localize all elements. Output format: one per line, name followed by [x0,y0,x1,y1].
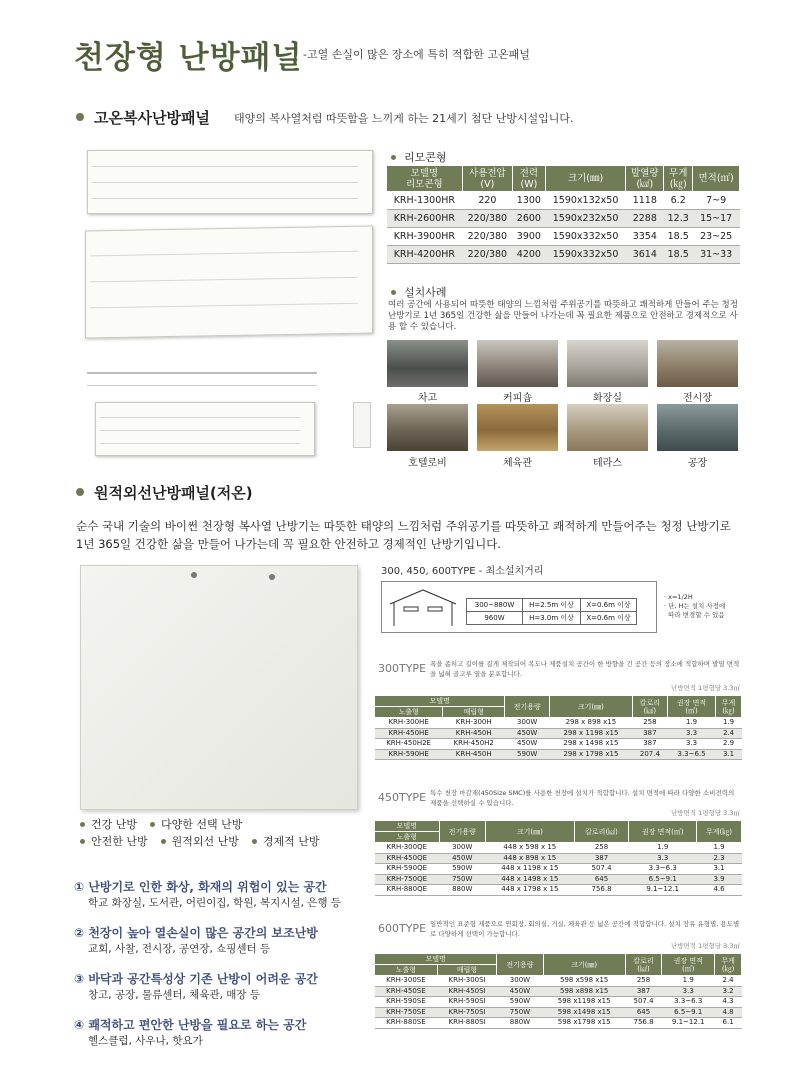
remote-spec-table [386,165,740,264]
photo-factory [657,404,738,451]
section1-description: 태양의 복사열처럼 따뜻함을 느끼게 하는 21세기 첨단 난방시설입니다. [234,112,574,125]
photo-exhibition [657,340,738,387]
house-icon [388,588,458,628]
cell: H=3.0m 이상 [523,612,581,625]
use-body: 교회, 사찰, 전시장, 공연장, 쇼핑센터 등 [88,943,271,955]
min-distance-box [381,581,657,633]
bullet-icon [252,839,257,844]
th-model: 모델명 [375,821,440,832]
type600-desc: 일반적인 표준형 제품으로 연회장, 회의실, 거실, 체육관 등 넓은 공간에 적합합니다. 설치 장유 유형별, 용도별로 다양하게 선택이 가능합니다. [430,920,740,938]
th-model: 모델명 [375,954,497,965]
panel-image-3 [95,402,315,456]
bullet-icon [391,290,396,295]
th-size: 크기(㎜) [485,821,574,843]
table-row: KRH-590HE KRH-450H 590W 298 x 1798 x15 207.4 3.3~6.5 3.1 [375,749,742,760]
photo-hotel-lobby [387,404,468,451]
cell: KRH-2600HR [387,210,463,228]
bullet-icon [76,488,84,496]
distance-notes: · x=1/2H · 단, H는 설치 사정에 따라 변경할 수 있음 [664,593,726,619]
caption: 호텔로비 [408,458,447,469]
panel-image-1 [87,150,373,214]
section2-description: 순수 국내 기술의 바이썬 천장형 복사열 난방기는 따뜻한 태양의 느낌처럼 주위공기를 따뜻하고 쾌적하게 만들어주는 청정 난방기로 1년 365일 건강한 삶을 만들어 나가는데 꼭 필요한 안전하고 경제적인 난방기입니다. [76,519,731,551]
caption: 테라스 [593,458,622,469]
panel-side-image [87,372,317,386]
features-row2: 안전한 난방 원적외선 난방 경제적 난방 [80,833,320,849]
photo-restroom [567,340,648,387]
type450-desc: 특수 천장 마감재(450Size SMC)를 사용한 천장에 설치가 적합합니다. 설치 면적에 따라 다양한 소비전력의 제품을 선택하실 수 있습니다. [430,789,735,807]
cell: 2288 [626,210,664,228]
caption: 차고 [417,393,438,404]
table-row: KRH-590SE KRH-590SI 590W 598 x1198 x15 507.4 3.3~6.3 4.3 [375,997,742,1008]
th-capacity: 전기용량 [439,821,485,843]
photo-terrace [567,404,648,451]
cell: 1590x132x50 [545,192,626,210]
use-title: ② 천장이 높아 열손실이 많은 공간의 보조난방 [74,926,318,940]
photo-coffeeshop [477,340,558,387]
table-row [467,599,637,612]
cell: H=2.5m 이상 [523,599,581,612]
cell: 220 [462,192,512,210]
table-row [387,192,740,210]
th-weight: 무게 (㎏) [664,166,693,192]
use-body: 학교 화장실, 도서관, 어린이집, 학원, 복지시설, 은행 등 [88,897,342,909]
cell: 18.5 [664,228,693,246]
cell: 1590x332x50 [545,228,626,246]
th-weight: 무게 (㎏) [716,696,742,718]
th-area: 권장 면적 (㎡) [668,696,716,718]
cell: 3614 [626,246,664,264]
cell: 1118 [626,192,664,210]
table-row [387,228,740,246]
bullet-icon [150,822,155,827]
table-row: KRH-300SE KRH-300SI 300W 598 x598 x15 258 1.9 2.4 [375,976,742,987]
cell: 220/380 [462,228,512,246]
cell: KRH-3900HR [387,228,463,246]
section1-heading: 고온복사난방패널 [76,107,210,128]
remote-control-image [353,402,371,448]
use-body: 헬스클럽, 사우나, 핫요가 [88,1035,203,1047]
bullet-icon [76,113,84,121]
cell: KRH-1300HR [387,192,463,210]
cell: 2600 [513,210,546,228]
cell: 300~880W [467,599,523,612]
use-title: ③ 바닥과 공간특성상 기존 난방이 어려운 공간 [74,972,318,986]
table-row: KRH-300QE 300W 448 x 598 x 15 258 1.9 1.9 [375,843,742,854]
th-embedded: 매립형 [437,965,496,976]
caption: 전시장 [683,393,712,404]
features-row1: 건강 난방 다양한 선택 난방 [80,816,242,832]
table-row [387,246,740,264]
table-row: KRH-590QE 590W 448 x 1198 x 15 507.4 3.3~6.3 3.1 [375,864,742,875]
type600-label: 600TYPE [378,922,427,935]
type600-unit-note: 난방면적 1평형당 3.3㎡ [670,942,740,950]
th-exposed: 노출형 [375,832,440,843]
page-subtitle: -고열 손실이 많은 장소에 특히 적합한 고온패널 [303,48,530,61]
type450-unit-note: 난방면적 1평형당 3.3㎡ [670,809,740,817]
use-title: ① 난방기로 인한 화상, 화재의 위험이 있는 공간 [74,880,327,894]
th-size: 크기(㎜) [545,166,626,192]
cell: 31~33 [693,246,740,264]
table-row: KRH-880SE KRH-880SI 880W 598 x1798 x15 756.8 9.1~12.1 6.1 [375,1018,742,1029]
photo-garage [387,340,468,387]
bullet-icon [161,839,166,844]
table-row [467,612,637,625]
th-model: 모델명 리모콘형 [387,166,463,192]
cell: 3900 [513,228,546,246]
cell: X=0.6m 이상 [581,599,637,612]
table-row: KRH-450HE KRH-450H 450W 298 x 1198 x15 387 3.3 2.4 [375,728,742,739]
cell: 23~25 [693,228,740,246]
th-calorie: 칼로리 (㎉) [625,954,662,976]
th-capacity: 전기용량 [497,954,543,976]
th-weight: 무게 (㎏) [715,954,742,976]
cell: 4200 [513,246,546,264]
low-temp-panel-image [80,565,358,810]
th-power: 전력 (W) [513,166,546,192]
table-row: KRH-880QE 880W 448 x 1798 x 15 756.8 9.1~12.1 4.6 [375,885,742,896]
caption: 커피숍 [503,393,532,404]
cell: X=0.6m 이상 [581,612,637,625]
cell: 1590x332x50 [545,246,626,264]
type300-unit-note: 난방면적 1평형당 3.3㎡ [670,684,740,692]
caption: 화장실 [593,393,622,404]
page-title: 천장형 난방패널 [74,40,303,76]
use-cases [74,878,374,1048]
th-area: 권장 면적 (㎡) [662,954,715,976]
cell: 15~17 [693,210,740,228]
use-body: 창고, 공장, 물류센터, 체육관, 매장 등 [88,989,261,1001]
min-distance-title: 300, 450, 600TYPE - 최소설치거리 [381,566,544,577]
table-row: KRH-750QE 750W 448 x 1498 x 15 645 6.5~9.1 3.9 [375,874,742,885]
table-row: KRH-300HE KRH-300H 300W 298 x 898 x15 258 1.9 1.9 [375,718,742,729]
cell: 6.2 [664,192,693,210]
table-row: KRH-450SE KRH-450SI 450W 598 x898 x15 387 3.3 3.2 [375,986,742,997]
cell: 1590x232x50 [545,210,626,228]
th-area: 권장 면적(㎡) [629,821,697,843]
th-model: 모델명 [375,696,505,707]
cell: 220/380 [462,210,512,228]
high-temp-panel-images [85,150,375,460]
cell: 960W [467,612,523,625]
section2-heading: 원적외선난방패널(저온) [76,482,253,503]
install-description: 여러 공간에 사용되어 따뜻한 태양의 느낌처럼 주위공기를 따뜻하고 쾌적하게 만들어 주는 청정 난방기로 1년 365일 건강한 삶을 만들어 나가는데 꼭 필요한 제품으로 안전하고 경제적으로 사용 할 수 있습니다. [388,300,738,332]
th-size: 크기(㎜) [550,696,633,718]
distance-table [466,598,637,625]
use-title: ④ 쾌적하고 편안한 난방을 필요로 하는 공간 [74,1018,307,1032]
type600-table [374,953,742,1029]
th-exposed: 노출형 [375,965,438,976]
caption: 체육관 [503,458,532,469]
cell: 18.5 [664,246,693,264]
panel-image-2 [85,225,373,338]
th-exposed: 노출형 [375,707,443,718]
type300-label: 300TYPE [378,662,427,675]
th-heat: 발열량 (㎉) [626,166,664,192]
th-calorie: 칼로리(㎉) [574,821,629,843]
cell: 7~9 [693,192,740,210]
install-label: 설치사례 [391,284,447,300]
table-row: KRH-450H2E KRH-450H2 450W 298 x 1498 x15 387 3.3 2.9 [375,739,742,750]
bullet-icon [80,822,85,827]
type450-label: 450TYPE [378,791,427,804]
type300-table [374,695,742,760]
table-row: KRH-450QE 450W 448 x 898 x 15 387 3.3 2.3 [375,853,742,864]
th-capacity: 전기용량 [505,696,550,718]
th-voltage: 사용전압 (V) [462,166,512,192]
th-calorie: 칼로리 (㎉) [632,696,667,718]
bullet-icon [80,839,85,844]
caption: 공장 [687,458,708,469]
photo-gym [477,404,558,451]
cell: 220/380 [462,246,512,264]
type300-desc: 폭을 좁히고 길이를 길게 제작되어 복도나 제품설치 공간이 한 방향을 긴 공간 등의 장소에 적합하며 발열 면적을 넓혀 골고루 열을 분포합니다. [430,660,740,678]
bullet-icon [391,155,396,160]
cell: KRH-4200HR [387,246,463,264]
table-row: KRH-750SE KRH-750SI 750W 598 x1498 x15 645 6.5~9.1 4.8 [375,1007,742,1018]
th-area: 면적(㎡) [693,166,740,192]
th-size: 크기(㎜) [543,954,625,976]
cell: 3354 [626,228,664,246]
th-embedded: 매립형 [443,707,505,718]
cell: 1300 [513,192,546,210]
type450-table [374,820,742,896]
th-weight: 무게(㎏) [697,821,742,843]
remote-type-label: 리모콘형 [391,149,447,165]
table-row [387,210,740,228]
cell: 12.3 [664,210,693,228]
